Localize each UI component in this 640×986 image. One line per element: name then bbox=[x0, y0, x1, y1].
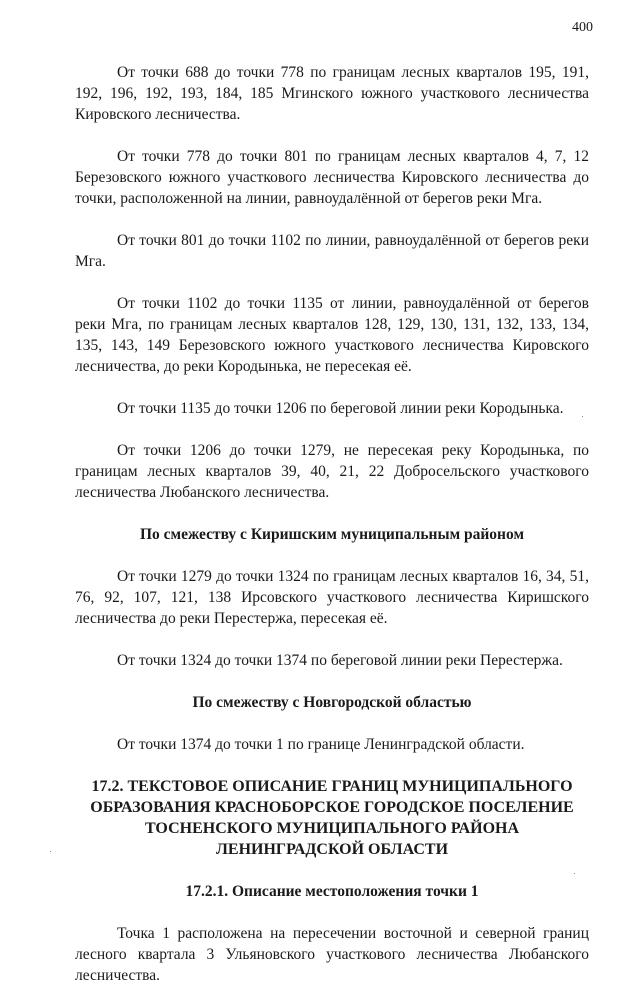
subheading: По смежеству с Новгородской областью bbox=[192, 694, 472, 711]
paragraph: От точки 1279 до точки 1324 по границам лесных кварталов 16, 34, 51, 76, 92, 107, 121, 138 Ирсовского участкового лесничества Киришского лесничества до реки Перестержа, пересекая её. bbox=[75, 568, 589, 627]
section-title: 17.2. ТЕКСТОВОЕ ОПИСАНИЕ ГРАНИЦ МУНИЦИПАЛЬНОГО ОБРАЗОВАНИЯ КРАСНОБОРСКОЕ ГОРОДСКОЕ ПОСЕЛЕНИЕ ТОСНЕНСКОГО МУНИЦИПАЛЬНОГО РАЙОНА ЛЕНИНГРАДСКОЙ ОБЛАСТИ bbox=[90, 778, 574, 858]
scan-speck bbox=[50, 851, 51, 852]
document-body bbox=[75, 62, 589, 986]
paragraph: От точки 688 до точки 778 по границам лесных кварталов 195, 191, 192, 196, 192, 193, 184, 185 Мгинского южного участкового лесничества Кировского лесничества. bbox=[75, 64, 589, 123]
paragraph: От точки 1135 до точки 1206 по береговой линии реки Кородынька. bbox=[117, 400, 564, 417]
page-number: 400 bbox=[572, 20, 593, 35]
paragraph: От точки 801 до точки 1102 по линии, равноудалённой от берегов реки Мга. bbox=[75, 232, 589, 270]
paragraph: От точки 1102 до точки 1135 от линии, равноудалённой от берегов реки Мга, по границам лесных кварталов 128, 129, 130, 131, 132, 133, 134, 135, 143, 149 Березовского южного участкового лесничества Кировского лесничества, до реки Кородынька, не пересекая её. bbox=[75, 295, 589, 375]
paragraph: От точки 1374 до точки 1 по границе Ленинградской области. bbox=[117, 736, 525, 753]
subheading: По смежеству с Киришским муниципальным районом bbox=[140, 526, 524, 543]
paragraph: От точки 778 до точки 801 по границам лесных кварталов 4, 7, 12 Березовского южного участкового лесничества Кировского лесничества до точки, расположенной на линии, равноудалённой от берегов реки Мга. bbox=[75, 148, 589, 207]
paragraph: От точки 1206 до точки 1279, не пересекая реку Кородынька, по границам лесных кварталов 39, 40, 21, 22 Добросельского участкового лесничества Любанского лесничества. bbox=[75, 442, 589, 501]
paragraph: Точка 1 расположена на пересечении восточной и северной границ лесного квартала 3 Ульяновского участкового лесничества Любанского лесничества. bbox=[75, 925, 589, 984]
scan-speck bbox=[574, 873, 575, 874]
paragraph: От точки 1324 до точки 1374 по береговой линии реки Перестержа. bbox=[117, 652, 563, 669]
scan-speck bbox=[582, 416, 583, 417]
subsection-heading: 17.2.1. Описание местоположения точки 1 bbox=[185, 883, 479, 900]
